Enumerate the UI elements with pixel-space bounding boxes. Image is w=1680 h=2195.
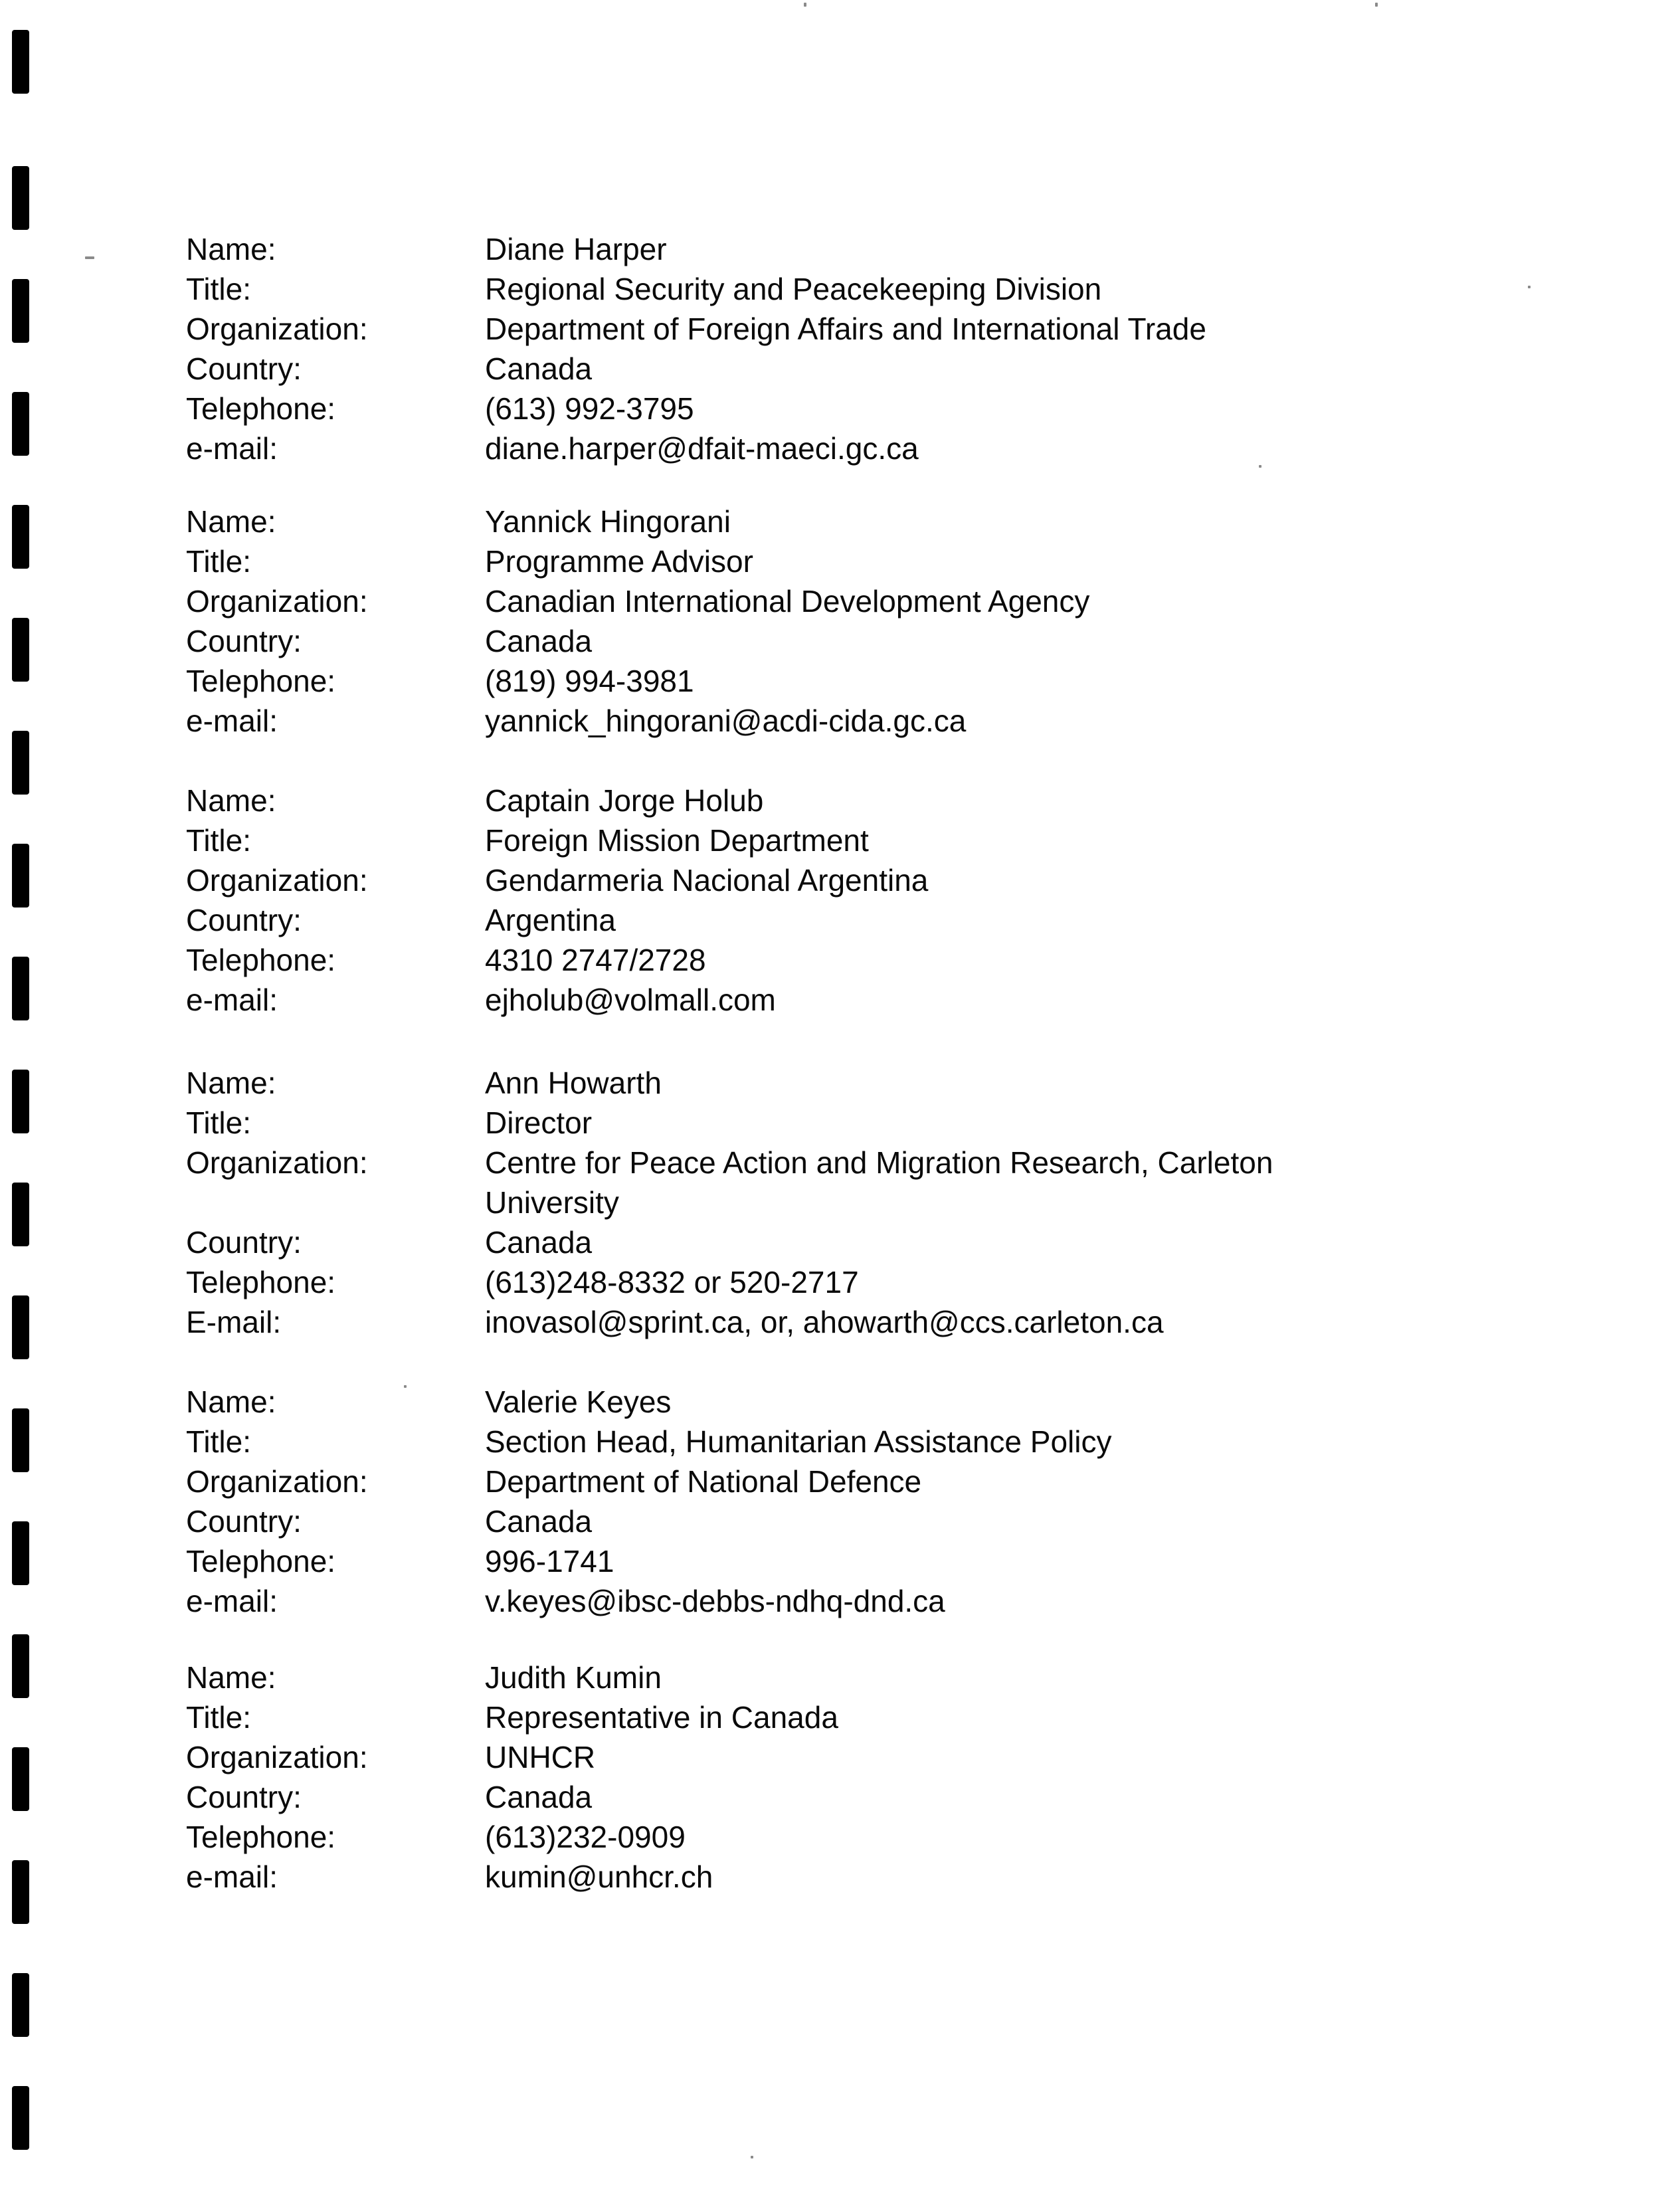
field-row	[186, 1501, 1515, 1541]
binding-hole	[12, 1634, 29, 1698]
field-label: Title:	[186, 1700, 251, 1735]
field-row	[186, 1777, 1515, 1817]
field-row	[186, 502, 1515, 541]
field-value: Canada	[485, 1780, 593, 1814]
field-label: Name:	[186, 1384, 276, 1419]
field-row	[186, 229, 1515, 269]
field-row	[186, 1737, 1515, 1777]
field-row	[186, 781, 1515, 820]
binding-hole	[12, 1860, 29, 1924]
field-row	[186, 1063, 1515, 1103]
field-label: Telephone:	[186, 664, 336, 698]
field-value: inovasol@sprint.ca, or, ahowarth@ccs.carleton.ca	[485, 1305, 1164, 1339]
field-label: Name:	[186, 504, 276, 539]
field-value: kumin@unhcr.ch	[485, 1860, 713, 1894]
field-row	[186, 581, 1515, 621]
field-value: Regional Security and Peacekeeping Division	[485, 272, 1102, 306]
field-value: Canada	[485, 624, 593, 658]
contact-entry	[186, 1063, 1515, 1342]
field-row	[186, 1143, 1515, 1183]
field-label: Country:	[186, 1780, 302, 1814]
field-label: Country:	[186, 351, 302, 386]
field-label: e-mail:	[186, 1860, 278, 1894]
binding-hole	[12, 1295, 29, 1359]
binding-hole	[12, 618, 29, 682]
field-row	[186, 621, 1515, 661]
field-row	[186, 661, 1515, 701]
field-value: Canadian International Development Agency	[485, 584, 1090, 619]
field-value: yannick_hingorani@acdi-cida.gc.ca	[485, 704, 967, 738]
field-value: Director	[485, 1105, 593, 1140]
field-row	[186, 349, 1515, 389]
field-row	[186, 1541, 1515, 1581]
scan-speck	[1375, 3, 1378, 7]
scan-speck	[1528, 286, 1531, 288]
field-value: Yannick Hingorani	[485, 504, 731, 539]
field-label: Organization:	[186, 1464, 368, 1499]
field-label: e-mail:	[186, 431, 278, 466]
binding-hole	[12, 166, 29, 230]
field-value: University	[485, 1185, 619, 1220]
field-row	[186, 429, 1515, 468]
field-row	[186, 1302, 1515, 1342]
scan-speck	[804, 3, 806, 7]
field-row	[186, 1462, 1515, 1501]
field-value: ejholub@volmall.com	[485, 983, 776, 1017]
field-value: (613)248-8332 or 520-2717	[485, 1265, 859, 1299]
field-label: Telephone:	[186, 1265, 336, 1299]
field-row	[186, 541, 1515, 581]
binding-hole	[12, 505, 29, 569]
contact-entry	[186, 781, 1515, 1020]
binding-hole	[12, 279, 29, 343]
field-value: Representative in Canada	[485, 1700, 838, 1735]
field-value: (613) 992-3795	[485, 391, 694, 426]
field-label: Telephone:	[186, 1544, 336, 1578]
field-value: Ann Howarth	[485, 1066, 662, 1100]
field-value: (613)232-0909	[485, 1820, 686, 1854]
contact-entry	[186, 229, 1515, 468]
field-label: Telephone:	[186, 391, 336, 426]
field-value: diane.harper@dfait-maeci.gc.ca	[485, 431, 919, 466]
field-row	[186, 1658, 1515, 1697]
binding-hole	[12, 1747, 29, 1811]
field-row	[186, 1262, 1515, 1302]
field-label: Title:	[186, 1105, 251, 1140]
field-label: Telephone:	[186, 943, 336, 977]
field-label: Title:	[186, 272, 251, 306]
contact-entry	[186, 1382, 1515, 1621]
field-value: v.keyes@ibsc-debbs-ndhq-dnd.ca	[485, 1584, 945, 1618]
field-row	[186, 1422, 1515, 1462]
field-value: 996-1741	[485, 1544, 614, 1578]
field-label: Name:	[186, 783, 276, 818]
binding-hole	[12, 30, 29, 94]
field-label: e-mail:	[186, 1584, 278, 1618]
field-row	[186, 1222, 1515, 1262]
field-row	[186, 269, 1515, 309]
field-row	[186, 309, 1515, 349]
field-label: Name:	[186, 1066, 276, 1100]
field-row	[186, 1817, 1515, 1857]
field-label: Organization:	[186, 1145, 368, 1180]
field-label: Name:	[186, 232, 276, 266]
field-value: (819) 994-3981	[485, 664, 694, 698]
binding-hole	[12, 2086, 29, 2150]
field-value: Judith Kumin	[485, 1660, 662, 1695]
field-value: Foreign Mission Department	[485, 823, 869, 858]
field-label: E-mail:	[186, 1305, 282, 1339]
scan-speck	[751, 2156, 753, 2158]
field-value: Section Head, Humanitarian Assistance Policy	[485, 1424, 1112, 1459]
field-label: Telephone:	[186, 1820, 336, 1854]
field-row	[186, 389, 1515, 429]
field-label: Title:	[186, 544, 251, 579]
field-value: Diane Harper	[485, 232, 667, 266]
field-value: Department of Foreign Affairs and International Trade	[485, 312, 1206, 346]
binding-hole	[12, 1973, 29, 2037]
field-value: Valerie Keyes	[485, 1384, 672, 1419]
contact-entry	[186, 1658, 1515, 1897]
field-row	[186, 701, 1515, 741]
field-value: Canada	[485, 351, 593, 386]
field-label: Country:	[186, 903, 302, 937]
binding-hole	[12, 1521, 29, 1585]
field-label: Organization:	[186, 863, 368, 898]
field-label: Country:	[186, 1504, 302, 1539]
field-row	[186, 1382, 1515, 1422]
field-label: Country:	[186, 624, 302, 658]
field-label: Organization:	[186, 1740, 368, 1774]
field-value: Argentina	[485, 903, 616, 937]
binding-hole	[12, 1408, 29, 1472]
binding-hole	[12, 957, 29, 1020]
field-value: Centre for Peace Action and Migration Research, Carleton	[485, 1145, 1273, 1180]
field-label: Title:	[186, 823, 251, 858]
field-row	[186, 1857, 1515, 1897]
field-label: Name:	[186, 1660, 276, 1695]
field-value: 4310 2747/2728	[485, 943, 706, 977]
field-value: Captain Jorge Holub	[485, 783, 764, 818]
field-value: Canada	[485, 1504, 593, 1539]
binding-hole	[12, 844, 29, 907]
field-label: Title:	[186, 1424, 251, 1459]
contact-entry	[186, 502, 1515, 741]
field-label: Organization:	[186, 584, 368, 619]
field-row	[186, 1183, 1515, 1222]
field-value: Canada	[485, 1225, 593, 1260]
binding-hole	[12, 731, 29, 795]
field-label: e-mail:	[186, 704, 278, 738]
binding-hole	[12, 1070, 29, 1133]
field-label: Country:	[186, 1225, 302, 1260]
field-row	[186, 860, 1515, 900]
scan-speck	[85, 256, 94, 259]
field-row	[186, 820, 1515, 860]
binding-hole	[12, 392, 29, 456]
field-label: e-mail:	[186, 983, 278, 1017]
field-label: Organization:	[186, 312, 368, 346]
field-value: Department of National Defence	[485, 1464, 922, 1499]
field-row	[186, 940, 1515, 980]
field-row	[186, 1103, 1515, 1143]
field-value: UNHCR	[485, 1740, 596, 1774]
field-row	[186, 900, 1515, 940]
field-row	[186, 1697, 1515, 1737]
field-value: Gendarmeria Nacional Argentina	[485, 863, 929, 898]
field-value: Programme Advisor	[485, 544, 753, 579]
field-row	[186, 1581, 1515, 1621]
binding-hole	[12, 1183, 29, 1246]
field-row	[186, 980, 1515, 1020]
